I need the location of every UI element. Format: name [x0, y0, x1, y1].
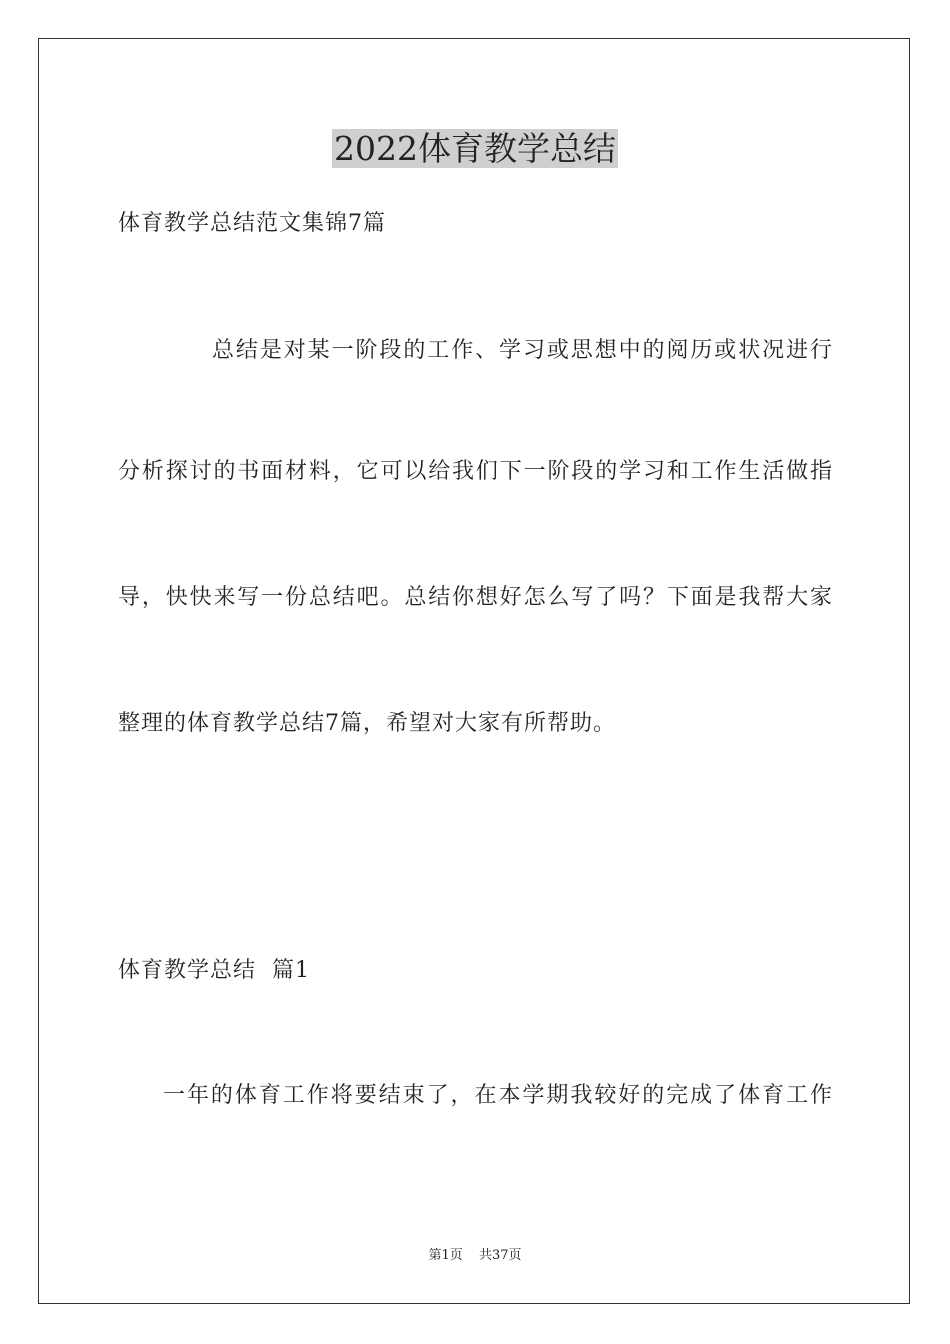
- section-first-line: 一年的体育工作将要结束了，在本学期我较好的完成了体育工作: [163, 1083, 832, 1108]
- intro-line-3: 导，快快来写一份总结吧。总结你想好怎么写了吗？下面是我帮大家: [118, 585, 832, 610]
- intro-line-1: 总结是对某一阶段的工作、学习或思想中的阅历或状况进行: [212, 338, 832, 363]
- page-number: 第1页: [428, 1248, 463, 1263]
- page-total: 共37页: [478, 1248, 522, 1263]
- title-text: 2022体育教学总结: [334, 129, 616, 168]
- section-heading: 体育教学总结 篇1: [118, 958, 310, 983]
- document-title: [0, 127, 950, 171]
- page-footer: [0, 1247, 950, 1265]
- subtitle: 体育教学总结范文集锦7篇: [118, 211, 386, 236]
- intro-line-2: 分析探讨的书面材料，它可以给我们下一阶段的学习和工作生活做指: [118, 459, 832, 484]
- intro-line-4: 整理的体育教学总结7篇，希望对大家有所帮助。: [118, 711, 616, 736]
